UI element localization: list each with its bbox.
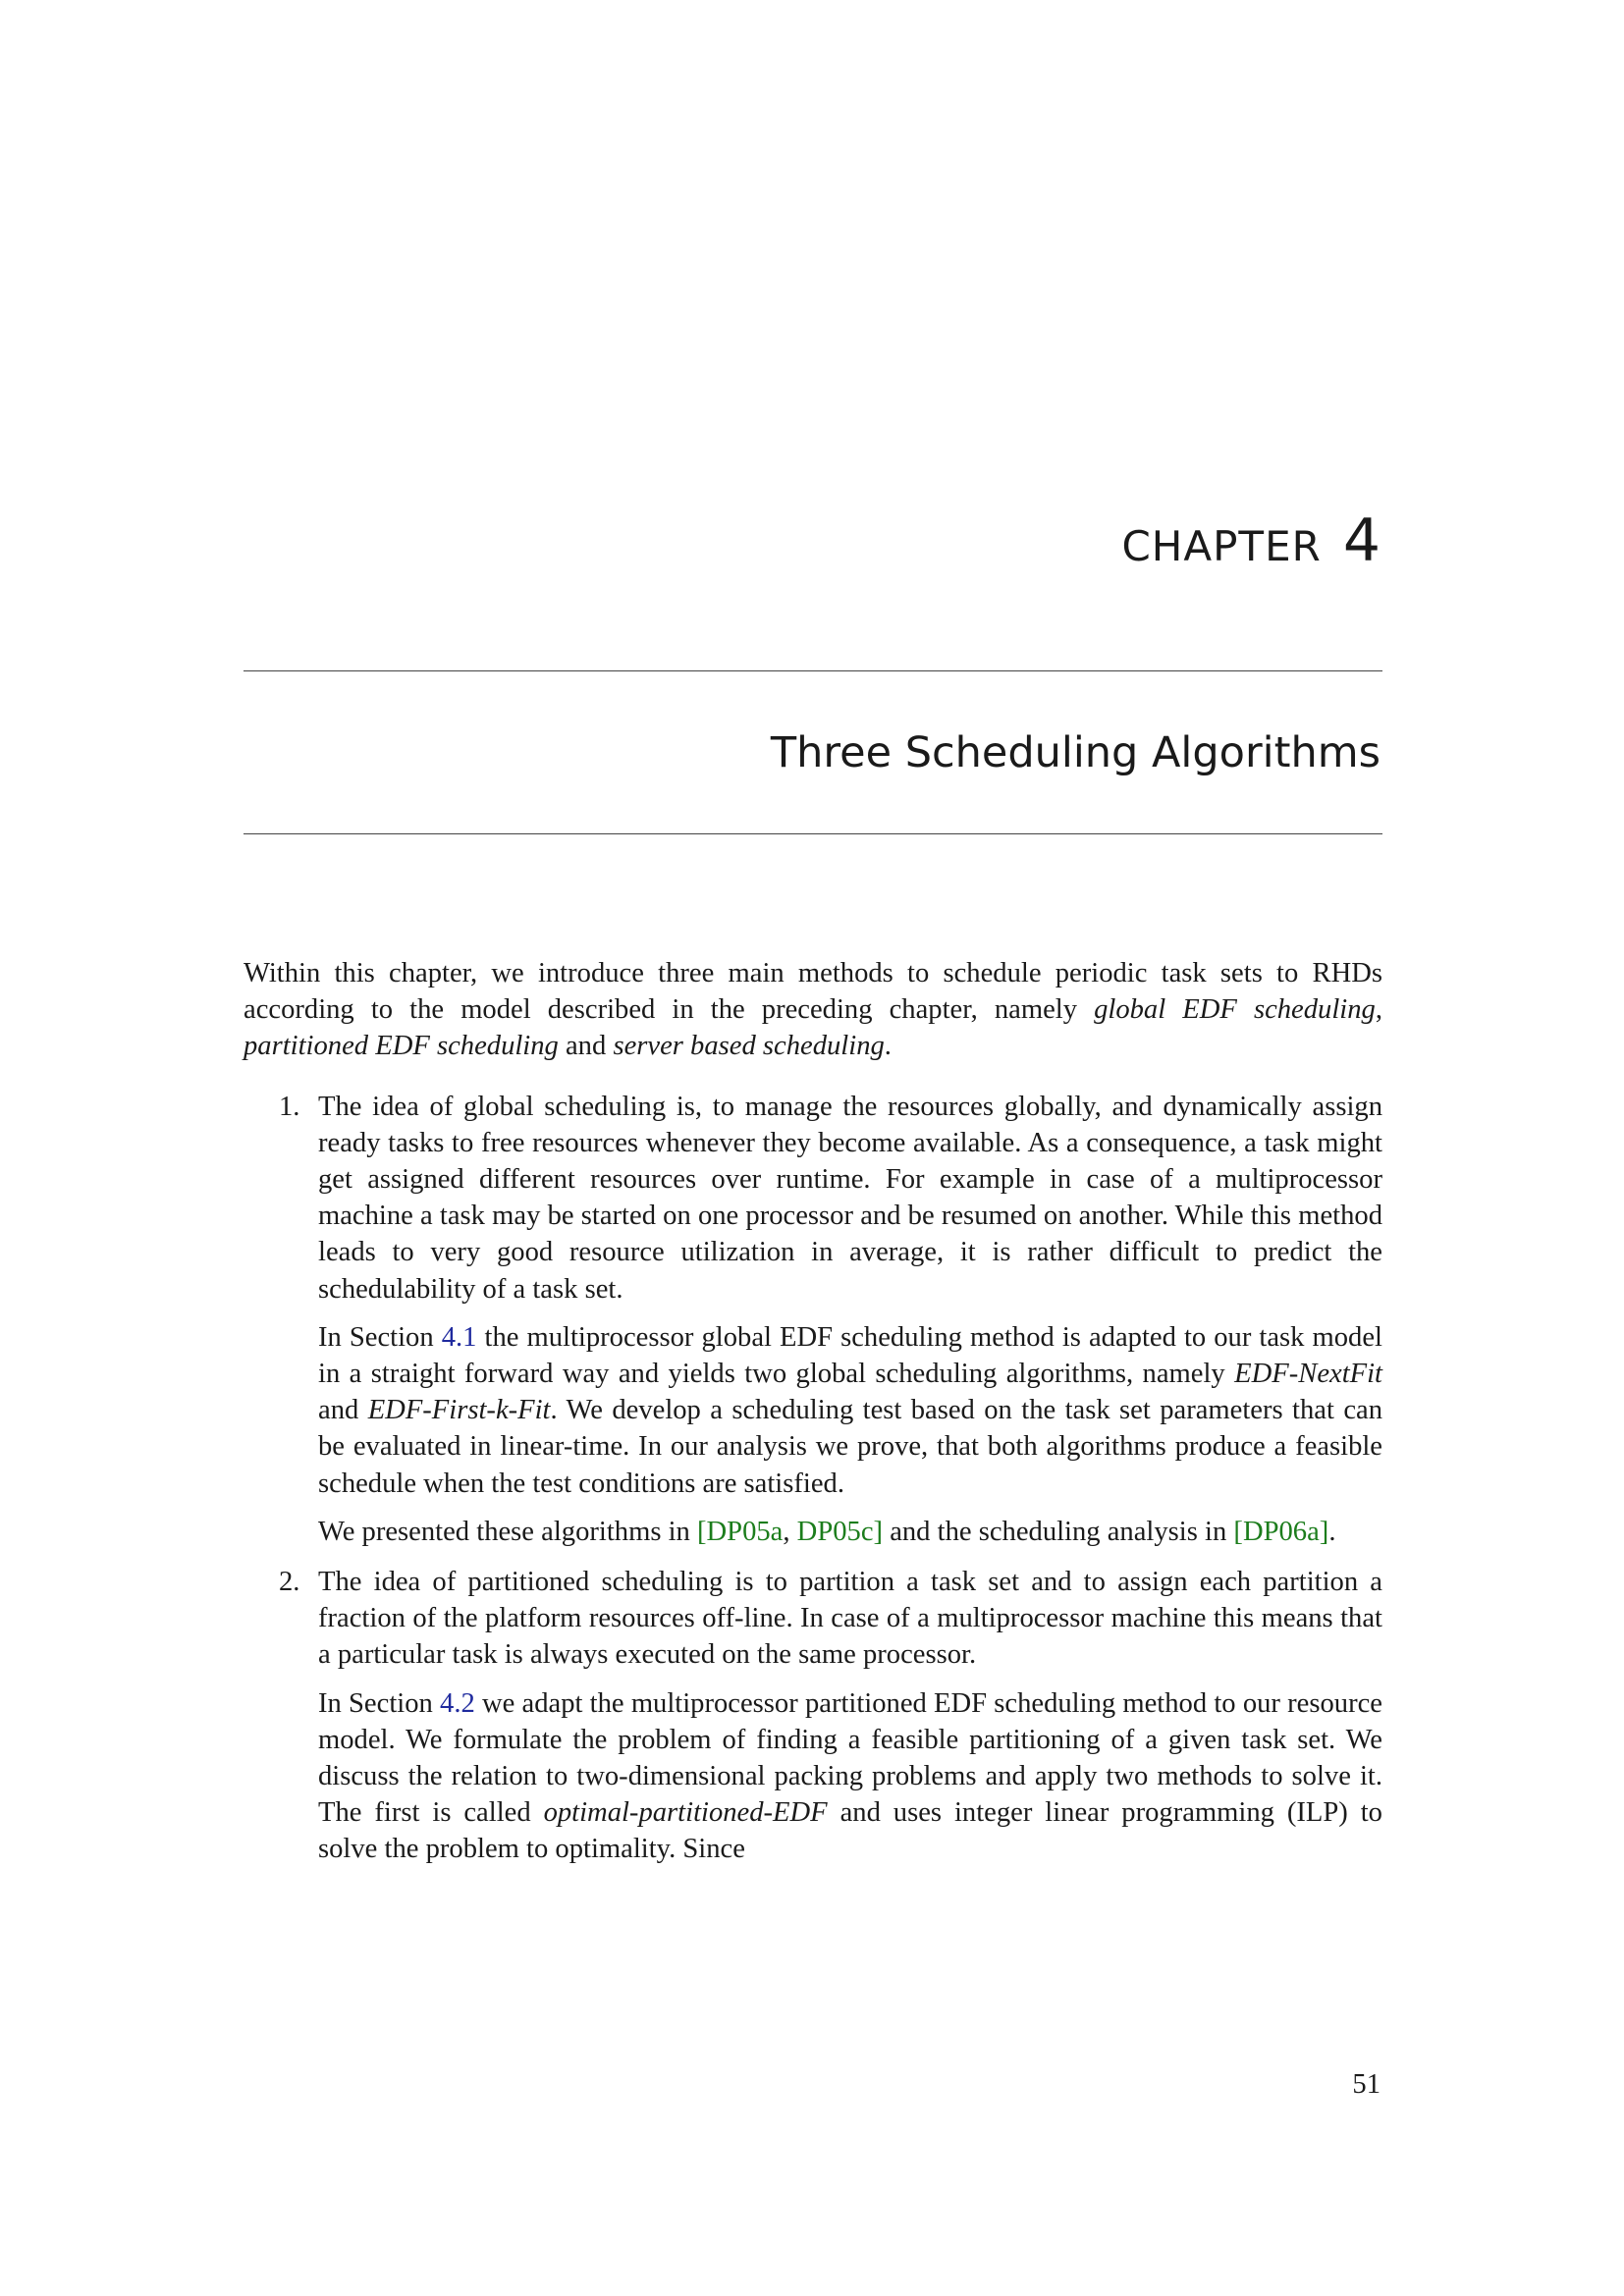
algorithm-name-edf-first-k-fit: EDF-First-k-Fit — [367, 1395, 551, 1426]
text-span: , — [783, 1516, 797, 1547]
item-paragraph — [318, 1319, 1382, 1502]
text-span: and — [318, 1395, 368, 1426]
text-span: In Section — [318, 1321, 442, 1353]
text-span: and uses integer linear programming (ILP) to solve the problem to optimality. Since — [318, 1797, 1382, 1865]
text-span: . We develop a scheduling test based on the task set parameters that can be evaluated in linear-time. In our analysis we prove, that both algorithms produce a feasible schedule when the test conditions are satisfied. — [318, 1395, 1382, 1499]
methods-list — [244, 1089, 1382, 1868]
text-span: we adapt the multiprocessor partitioned EDF scheduling method to our resource model. We formulate the problem of finding a feasible partitioning of a given task set. We discuss the relation to two-dimensional packing problems and apply two methods to solve it. The first is called — [318, 1687, 1382, 1829]
list-marker: 1. — [279, 1091, 300, 1122]
section-link-4-1[interactable]: 4.1 — [441, 1321, 477, 1353]
text-span: the multiprocessor global EDF scheduling method is adapted to our task model in a straight forward way and yields two global scheduling algorithms, namely — [318, 1321, 1382, 1390]
item-paragraph: The idea of global scheduling is, to manage the resources globally, and dynamically assign ready tasks to free resources whenever they become available. As a consequence, a task might get assigned different resources over runtime. For example in case of a multiprocessor machine a task may be started on one processor and be resumed on another. While this method leads to very good resource utilization in average, it is rather difficult to predict the schedulability of a task set. — [318, 1091, 1382, 1305]
cite-bracket: ] — [1319, 1516, 1329, 1547]
intro-text: Within this chapter, we introduce three main methods to schedule periodic task sets to RHDs according to the model described in the preceding chapter, namely — [244, 958, 1382, 1026]
intro-text: and — [558, 1031, 614, 1062]
item-paragraph — [318, 1685, 1382, 1868]
text-span: . — [1328, 1516, 1336, 1547]
text-span: and the scheduling analysis in — [883, 1516, 1234, 1547]
chapter-number: 4 — [1342, 507, 1380, 575]
algorithm-name-optimal-partitioned-edf: optimal-partitioned-EDF — [543, 1797, 828, 1829]
top-rule — [244, 670, 1382, 671]
intro-text: . — [884, 1031, 892, 1062]
item-paragraph: The idea of partitioned scheduling is to partition a task set and to assign each partition a fraction of the platform resources off-line. In case of a multiprocessor machine this means that a particular task is always executed on the same processor. — [318, 1567, 1382, 1671]
intro-paragraph — [244, 955, 1382, 1065]
chapter-title: Three Scheduling Algorithms — [770, 728, 1380, 777]
cite-bracket: ] — [873, 1516, 884, 1547]
bottom-rule — [244, 833, 1382, 834]
list-item-global-scheduling — [244, 1089, 1382, 1550]
citation-link-dp06a[interactable]: DP06a — [1242, 1516, 1320, 1547]
text-span: In Section — [318, 1687, 441, 1719]
item-paragraph — [318, 1514, 1382, 1550]
chapter-label: CHAPTER — [1121, 522, 1322, 570]
citation-link-dp05c[interactable]: DP05c — [796, 1516, 874, 1547]
intro-emphasis-partitioned-edf: partitioned EDF scheduling — [244, 1031, 559, 1062]
chapter-body — [244, 955, 1382, 1882]
intro-emphasis-global-edf: global EDF scheduling — [1094, 994, 1376, 1026]
chapter-heading — [1121, 507, 1380, 575]
citation-link-dp05a[interactable]: DP05a — [706, 1516, 784, 1547]
intro-text: , — [1375, 994, 1382, 1026]
list-item-partitioned-scheduling — [244, 1564, 1382, 1868]
text-span: We presented these algorithms in — [318, 1516, 697, 1547]
cite-bracket: [ — [1233, 1516, 1243, 1547]
intro-emphasis-server-based: server based scheduling — [613, 1031, 885, 1062]
cite-bracket: [ — [697, 1516, 707, 1547]
list-marker: 2. — [279, 1567, 300, 1598]
section-link-4-2[interactable]: 4.2 — [440, 1687, 475, 1719]
page-number: 51 — [1352, 2069, 1380, 2100]
algorithm-name-edf-nextfit: EDF-NextFit — [1234, 1359, 1382, 1390]
